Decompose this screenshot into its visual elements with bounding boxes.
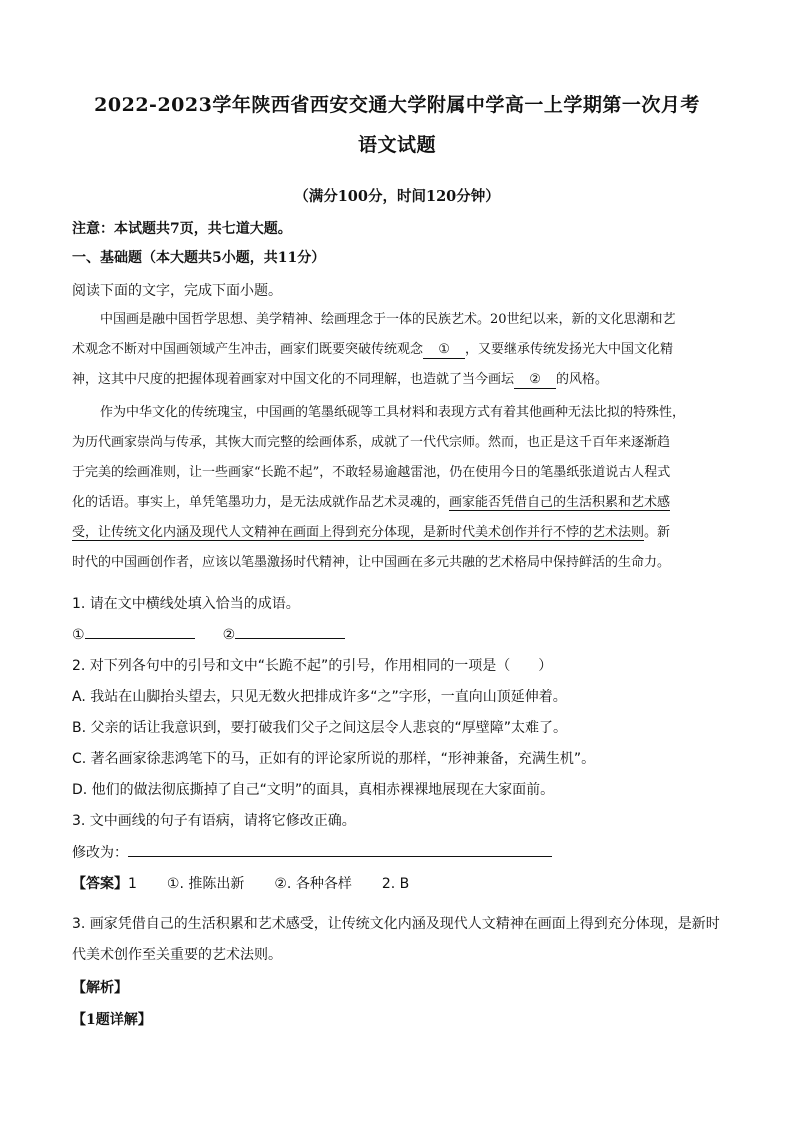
q1-blank-line-2[interactable] xyxy=(235,624,345,639)
underlined-sentence: 受，让传统文化内涵及现代人文精神在画面上得到充分体现，是新时代美术创作并行不悖的艺术法则 xyxy=(72,525,645,540)
answer-row xyxy=(72,873,409,893)
analysis-tag xyxy=(72,977,128,997)
section-heading: 一、基础题（本大题共5小题，共11分） xyxy=(72,250,326,266)
passage-line: 作为中华文化的传统瑰宝，中国画的笔墨纸砚等工具材料和表现方式有着其他画种无法比拟的特殊性， xyxy=(100,405,686,420)
option-b: B. 父亲的话让我意识到，要打破我们父子之间这层令人悲哀的“厚壁障”太难了。 xyxy=(72,720,568,736)
analysis-label: 【解析】 xyxy=(72,980,128,996)
question-1: 1. 请在文中横线处填入恰当的成语。 xyxy=(72,596,300,612)
q1-answer-blanks xyxy=(72,624,345,643)
option-a: A. 我站在山脚抬头望去，只见无数火把排成许多“之”字形，一直向山顶延伸着。 xyxy=(72,689,567,705)
q1-mark-2: ② xyxy=(222,627,236,643)
passage-text: 化的话语。事实上，单凭笔墨功力，是无法成就作品艺术灵魂的， xyxy=(72,495,450,510)
answer-2: 2. B xyxy=(381,876,410,892)
passage-line xyxy=(72,365,722,395)
question-2: 2. 对下列各句中的引号和文中“长跪不起”的引号，作用相同的一项是（ ） xyxy=(72,658,553,674)
analysis-detail-label: 【1题详解】 xyxy=(72,1012,152,1028)
option-c: C. 著名画家徐悲鸿笔下的马，正如有的评论家所说的那样，“形神兼备，充满生机”。 xyxy=(72,751,596,767)
passage-line xyxy=(72,488,722,518)
passage-text: 术观念不断对中国画领域产生冲击，画家们既要突破传统观念 xyxy=(72,342,424,357)
q3-prompt: 修改为： xyxy=(72,845,128,861)
analysis-detail xyxy=(72,1009,152,1029)
passage-line: 为历代画家崇尚与传承，其恢大而完整的绘画体系，成就了一代代宗师。然而，也正是这千百年来逐渐趋 xyxy=(72,435,671,450)
answer-number: 1 xyxy=(128,876,137,892)
passage-text: 。新 xyxy=(644,525,671,540)
option-d: D. 他们的做法彻底撕掉了自己“文明”的面具，真相赤裸裸地展现在大家面前。 xyxy=(72,782,555,798)
passage-text: 的风格。 xyxy=(556,372,609,387)
answer-tag: 【答案】 xyxy=(72,876,128,892)
underlined-sentence: 画家能否凭借自己的生活积累和艺术感 xyxy=(449,495,671,510)
passage-line: 于完美的绘画准则，让一些画家“长跪不起”，不敢轻易逾越雷池，仍在使用今日的笔墨纸张道说古人程式 xyxy=(72,465,671,480)
question-3: 3. 文中画线的句子有语病，请将它修改正确。 xyxy=(72,813,356,829)
passage-line xyxy=(72,335,722,365)
passage-line: 中国画是融中国哲学思想、美学精神、绘画理念于一体的民族艺术。20世纪以来，新的文化思潮和艺 xyxy=(100,312,676,327)
exam-score-time: （满分100分，时间120分钟） xyxy=(294,188,500,205)
q3-blank-line[interactable] xyxy=(128,842,552,857)
answer-3-line: 代美术创作至关重要的艺术法则。 xyxy=(72,947,282,963)
passage-text: 神，这其中尺度的把握体现着画家对中国文化的不同理解，也造就了当今画坛 xyxy=(72,372,515,387)
passage-line: 时代的中国画创作者，应该以笔墨激扬时代精神，让中国画在多元共融的艺术格局中保持鲜活的生命力。 xyxy=(72,555,671,570)
answer-3-line: 3. 画家凭借自己的生活积累和艺术感受，让传统文化内涵及现代人文精神在画面上得到充分体现，是新时 xyxy=(72,916,720,932)
reading-instruction: 阅读下面的文字，完成下面小题。 xyxy=(72,283,282,299)
passage-text: ，又要继承传统发扬光大中国文化精 xyxy=(465,342,674,357)
blank-2: ② xyxy=(514,372,556,389)
exam-notice: 注意：本试题共7页，共七道大题。 xyxy=(72,221,292,237)
answer-1-1: ①. 推陈出新 xyxy=(166,876,245,892)
blank-1: ① xyxy=(423,342,465,359)
q3-answer-line xyxy=(72,842,552,862)
passage-line xyxy=(72,518,722,548)
q1-blank-line-1[interactable] xyxy=(85,624,195,639)
answer-1-2: ②. 各种各样 xyxy=(274,876,352,892)
exam-subject-title: 语文试题 xyxy=(357,134,436,156)
exam-title: 2022-2023学年陕西省西安交通大学附属中学高一上学期第一次月考 xyxy=(94,94,700,116)
q1-mark-1: ① xyxy=(72,627,85,643)
